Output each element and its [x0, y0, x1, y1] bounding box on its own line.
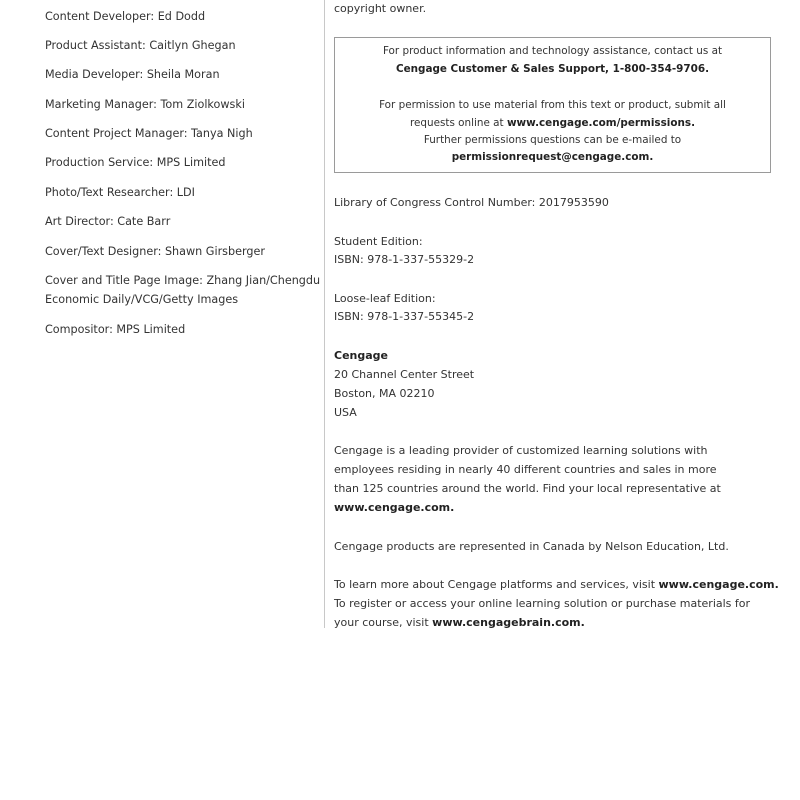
about-link[interactable]: www.cengage.com. [334, 501, 455, 514]
credit-cover-image-line2: Economic Daily/VCG/Getty Images [45, 293, 239, 306]
permission-line-3: Further permissions questions can be e-mailed to [423, 134, 682, 146]
credit-product-assistant: Product Assistant: Caitlyn Ghegan [45, 39, 236, 52]
address-city: Boston, MA 02210 [334, 387, 435, 400]
student-edition-label: Student Edition: [334, 235, 423, 248]
permission-email[interactable]: permissionrequest@cengage.com. [451, 151, 654, 163]
credit-photo-text-researcher: Photo/Text Researcher: LDI [45, 186, 195, 199]
learn-more-line-1: To learn more about Cengage platforms and services, visit www.cengage.com. [334, 578, 779, 591]
canada-note: Cengage products are represented in Canada by Nelson Education, Ltd. [334, 540, 729, 553]
about-line-3: than 125 countries around the world. Find your local representative at [334, 482, 721, 495]
column-divider [324, 0, 325, 628]
permission-line-1: For permission to use material from this text or product, submit all [379, 99, 726, 111]
permission-line-2: requests online at www.cengage.com/permissions. [409, 117, 696, 129]
address-street: 20 Channel Center Street [334, 368, 475, 381]
copyright-fragment: copyright owner. [334, 2, 427, 15]
credit-cover-image-line1: Cover and Title Page Image: Zhang Jian/Chengdu [45, 274, 321, 287]
credit-media-developer: Media Developer: Sheila Moran [45, 68, 220, 81]
credit-cover-text-designer: Cover/Text Designer: Shawn Girsberger [45, 245, 265, 258]
credit-art-director: Art Director: Cate Barr [45, 215, 171, 228]
cengage-link[interactable]: www.cengage.com. [658, 578, 779, 591]
cengagebrain-link[interactable]: www.cengagebrain.com. [432, 616, 585, 629]
support-phone: Cengage Customer & Sales Support, 1-800-354-9706. [395, 63, 710, 75]
credit-content-developer: Content Developer: Ed Dodd [45, 10, 206, 23]
looseleaf-edition-isbn: ISBN: 978-1-337-55345-2 [334, 310, 475, 323]
about-line-2: employees residing in nearly 40 different countries and sales in more [334, 463, 717, 476]
address-country: USA [334, 406, 357, 419]
publisher-name: Cengage [334, 349, 388, 362]
credit-compositor: Compositor: MPS Limited [45, 323, 186, 336]
looseleaf-edition-label: Loose-leaf Edition: [334, 292, 436, 305]
learn-more-line-3: your course, visit www.cengagebrain.com. [334, 616, 585, 629]
loc-control-number: Library of Congress Control Number: 2017953590 [334, 196, 609, 209]
credit-content-project-manager: Content Project Manager: Tanya Nigh [45, 127, 253, 140]
credit-production-service: Production Service: MPS Limited [45, 156, 226, 169]
learn-more-line-2: To register or access your online learning solution or purchase materials for [334, 597, 751, 610]
support-box [334, 37, 771, 173]
permissions-link[interactable]: www.cengage.com/permissions. [506, 117, 696, 129]
student-edition-isbn: ISBN: 978-1-337-55329-2 [334, 253, 475, 266]
credit-marketing-manager: Marketing Manager: Tom Ziolkowski [45, 98, 245, 111]
support-line-1: For product information and technology assistance, contact us at [382, 45, 723, 57]
about-line-1: Cengage is a leading provider of customized learning solutions with [334, 444, 708, 457]
